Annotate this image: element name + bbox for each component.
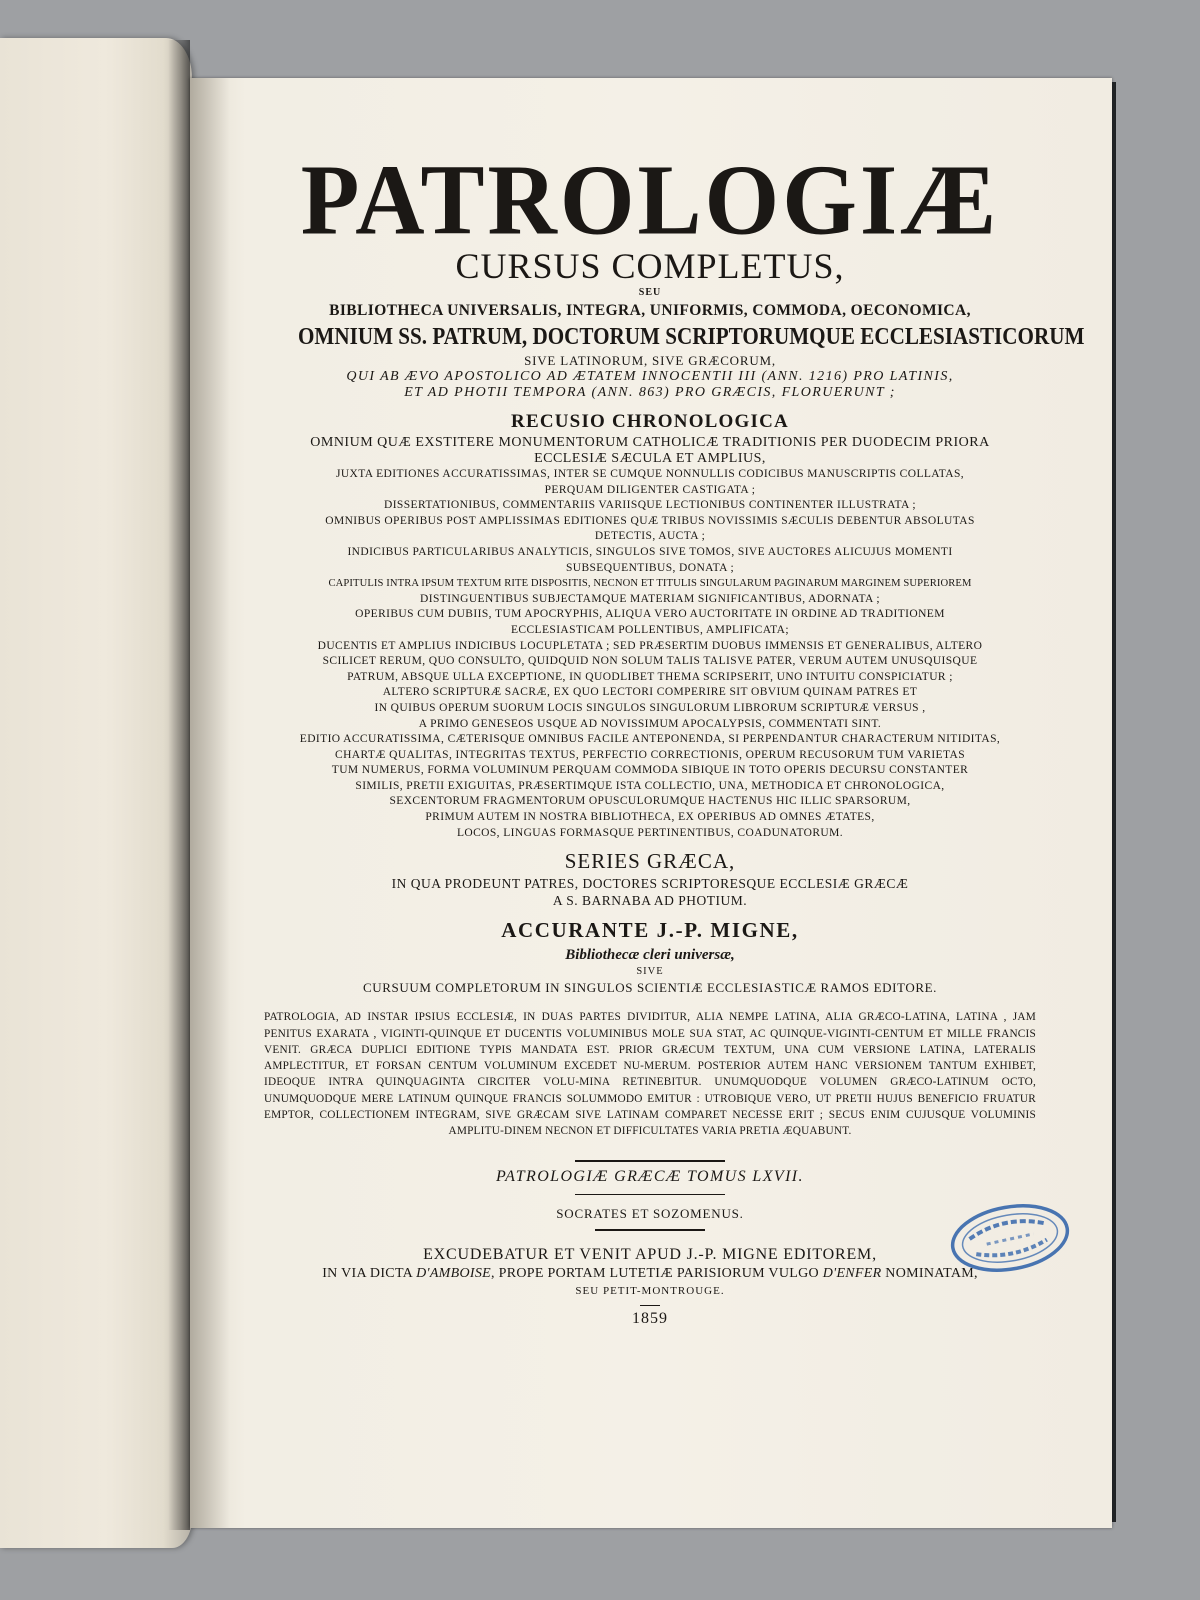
description-line: LOCOS, LINGUAS FORMASQUE PERTINENTIBUS, COADUNATORUM. [456, 826, 844, 839]
recusio-heading: RECUSIO CHRONOLOGICA [511, 411, 789, 432]
description-line: PERQUAM DILIGENTER CASTIGATA ; [544, 483, 756, 496]
qui-line-2: ET AD PHOTII TEMPORA (ANN. 863) PRO GRÆCIS, FLORUERUNT ; [404, 385, 896, 400]
description-line: DUCENTIS ET AMPLIUS INDICIBUS LOCUPLETATA ; SED PRÆSERTIM DUOBUS IMMENSIS ET GENERALIBUS, ALTERO [317, 639, 983, 652]
description-line: EDITIO ACCURATISSIMA, CÆTERISQUE OMNIBUS FACILE ANTEPONENDA, SI PERPENDANTUR CHARACTERUM NITIDITAS, [299, 733, 1001, 746]
address-street: D'AMBOISE [416, 1265, 492, 1281]
description-line: JUXTA EDITIONES ACCURATISSIMAS, INTER SE CUMQUE NONNULLIS CODICIBUS MANUSCRIPTIS COLLATAS, [335, 468, 965, 480]
in-qua-line-2: A S. BARNABA AD PHOTIUM. [552, 893, 748, 909]
editor-line: ACCURANTE J.-P. MIGNE, [501, 918, 799, 943]
short-rule [595, 1229, 705, 1231]
description-line: OPERIBUS CUM DUBIIS, TUM APOCRYPHIS, ALIQUA VERO AUCTORITATE IN ORDINE AD TRADITIONEM [355, 608, 945, 621]
description-line: DISSERTATIONIBUS, COMMENTARIIS VARIISQUE LECTIONIBUS CONTINENTER ILLUSTRATA ; [384, 499, 916, 512]
address-line [250, 1265, 1050, 1283]
omnium-quae-line-1: OMNIUM QUÆ EXSTITERE MONUMENTORUM CATHOLICÆ TRADITIONIS PER DUODECIM PRIORA [310, 435, 990, 450]
description-line: INDICIBUS PARTICULARIBUS ANALYTICIS, SINGULOS SIVE TOMOS, SIVE AUCTORES ALICUJUS MOMENTI [347, 545, 953, 558]
description-lines [250, 467, 1050, 841]
description-line: CAPITULIS INTRA IPSUM TEXTUM RITE DISPOSITIS, NECNON ET TITULIS SINGULARUM PAGINARUM MARGINEM SUPERIOREM [328, 578, 972, 590]
sive-latinorum-line: SIVE LATINORUM, SIVE GRÆCORUM, [524, 353, 776, 368]
description-line: DETECTIS, AUCTA ; [594, 530, 706, 543]
patrologia-paragraph: PATROLOGIA, AD INSTAR IPSIUS ECCLESIÆ, IN DUAS PARTES DIVIDITUR, ALIA NEMPE LATINA, ALIA GRÆCO-LATINA, LATINA , JAM PENITUS EXARATA , VIGINTI-QUINQUE ET DUCENTIS VOLUMINIBUS MOLE SUA STAT, AC QUINQUE-VIGINTI-CENTUM ET MILLE FRANCIS VENIT. GRÆCA DUPLICI EDITIONE TYPIS MANDATA EST. PRIOR GRÆCUM TEXTUM, UNA CUM VERSIONE LATINA, LATERALIS AMPLECTITUR, ET FORSAN CENTUM VOLUMINUM EXCEDET NU-MERUM. POSTERIOR AUTEM HANC VERSIONEM TANTUM EXHIBET, IDEOQUE INTRA QUINQUAGINTA CIRCITER VOLU-MINA RETINEBITUR. UNUMQUODQUE VOLUMEN GRÆCO-LATINUM OCTO, UNUMQUODQUE MERE LATINUM QUINQUE FRANCIS SOLUMMODO EMITUR : UTROBIQUE VERO, UT PRETII HUJUS BENEFICIO FRUATUR EMPTOR, COLLECTIONEM INTEGRAM, SIVE GRÆCAM SIVE LATINAM COMPARET NECESSE ERIT ; SECUS ENIM CUJUSQUE VOLUMINIS AMPLITU-DINEM NECNON ET DIFFICULTATES VARIA PRETIA ÆQUABUNT. [264, 1011, 1036, 1138]
description-line: IN QUIBUS OPERUM SUORUM LOCIS SINGULOS SINGULORUM LIBRORUM SCRIPTURÆ VERSUS , [374, 701, 926, 714]
in-qua-line-1: IN QUA PRODEUNT PATRES, DOCTORES SCRIPTORESQUE ECCLESIÆ GRÆCÆ [391, 876, 909, 892]
description-line: SCILICET RERUM, QUO CONSULTO, QUIDQUID NON SOLUM TALIS TALISVE PATER, VERUM AUTEM UNUSQUISQUE [322, 655, 978, 668]
cursuum-line: CURSUUM COMPLETORUM IN SINGULOS SCIENTIÆ ECCLESIASTICÆ RAMOS EDITORE. [363, 980, 937, 996]
year-rule [640, 1305, 660, 1306]
sive-line: SIVE [636, 966, 664, 978]
description-line: ECCLESIASTICAM POLLENTIBUS, AMPLIFICATA; [510, 623, 789, 636]
seu-line: SEU [638, 287, 662, 298]
address-part: , PROPE PORTAM LUTETIÆ PARISIORUM VULGO [491, 1265, 823, 1281]
main-title: PATROLOGIÆ [300, 143, 1000, 256]
binding-shadow [168, 40, 190, 1530]
omnium-quae-line-2: ECCLESIÆ SÆCULA ET AMPLIUS, [534, 451, 766, 466]
address-part: IN VIA DICTA [322, 1265, 417, 1281]
petit-montrouge-line: SEU PETIT-MONTROUGE. [575, 1284, 725, 1297]
description-line: PATRUM, ABSQUE ULLA EXCEPTIONE, IN QUODLIBET THEMA SCRIPSERIT, UNO INTUITU CONSPICIATUR ; [347, 670, 953, 683]
omnium-line: OMNIUM SS. PATRUM, DOCTORUM SCRIPTORUMQUE ECCLESIASTICORUM [298, 324, 1085, 350]
address-gate: D'ENFER [822, 1265, 882, 1281]
description-line: SUBSEQUENTIBUS, DONATA ; [565, 561, 735, 574]
description-line: TUM NUMERUS, FORMA VOLUMINUM PERQUAM COMMODA SIBIQUE IN TOTO OPERIS DECURSU CONSTANTER [331, 764, 969, 777]
series-heading: SERIES GRÆCA, [564, 849, 736, 874]
address-part: NOMINATAM, [881, 1265, 978, 1281]
description-line: DISTINGUENTIBUS SUBJECTAMQUE MATERIAM SIGNIFICANTIBUS, ADORNATA ; [420, 592, 880, 605]
qui-line-1: QUI AB ÆVO APOSTOLICO AD ÆTATEM INNOCENTII III (ANN. 1216) PRO LATINIS, [346, 369, 954, 384]
left-page [0, 38, 192, 1548]
contents-line: SOCRATES ET SOZOMENUS. [556, 1206, 744, 1222]
volume-title: PATROLOGIÆ GRÆCÆ TOMUS LXVII. [496, 1167, 804, 1185]
publisher-line: EXCUDEBATUR ET VENIT APUD J.-P. MIGNE EDITOREM, [423, 1245, 877, 1263]
description-line: SEXCENTORUM FRAGMENTORUM OPUSCULORUMQUE HACTENUS HIC ILLIC SPARSORUM, [389, 795, 911, 808]
description-line: CHARTÆ QUALITAS, INTEGRITAS TEXTUS, PERFECTIO CORRECTIONIS, OPERUM RECUSORUM TUM VARIETAS [335, 748, 965, 761]
bottom-rule [575, 1194, 725, 1196]
top-rule [575, 1160, 725, 1162]
title-page-text [250, 143, 1085, 1330]
description-line: A PRIMO GENESEOS USQUE AD NOVISSIMUM APOCALYPSIS, COMMENTATI SINT. [418, 717, 882, 730]
bibliotheca-line: BIBLIOTHECA UNIVERSALIS, INTEGRA, UNIFORMIS, COMMODA, OECONOMICA, [329, 302, 971, 319]
gutter-shadow [190, 78, 230, 1528]
subtitle: CURSUS COMPLETUS, [455, 246, 845, 286]
description-line: ALTERO SCRIPTURÆ SACRÆ, EX QUO LECTORI COMPERIRE SIT OBVIUM QUINAM PATRES ET [382, 686, 918, 699]
publication-year: 1859 [632, 1309, 668, 1327]
description-line: OMNIBUS OPERIBUS POST AMPLISSIMAS EDITIONES QUÆ TRIBUS NOVISSIMIS SÆCULIS DEBENTUR ABSOLUTAS [325, 514, 975, 527]
description-line: SIMILIS, PRETII EXIGUITAS, PRÆSERTIMQUE ISTA COLLECTIO, UNA, METHODICA ET CHRONOLOGICA, [355, 779, 945, 792]
bibliothecae-cleri-line: Bibliothecæ cleri universæ, [565, 947, 735, 964]
description-line: PRIMUM AUTEM IN NOSTRA BIBLIOTHECA, EX OPERIBUS AD OMNES ÆTATES, [425, 811, 875, 824]
